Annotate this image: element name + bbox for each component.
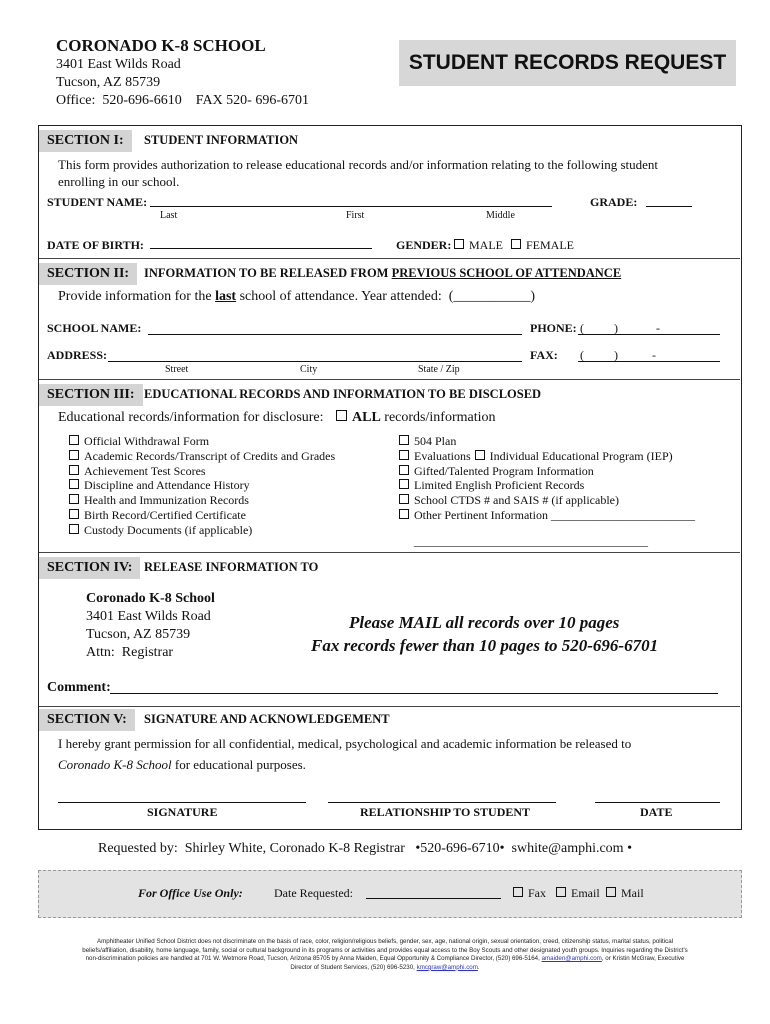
office-mail-checkbox[interactable] <box>606 887 616 897</box>
all-records-rest: records/information <box>380 410 496 425</box>
sub-label-last: Last <box>160 210 178 221</box>
left-record-option-3[interactable] <box>69 478 250 493</box>
left-record-checkbox-0[interactable] <box>69 435 79 445</box>
right-record-label-5: School CTDS # and SAIS # (if applicable) <box>414 493 619 508</box>
footer-line3-a: non-discrimination policies are handled at 701 W. Wetmore Road, Tucson, Arizona 85705 by Anna Maiden, Equal Opportunity & Compliance Director, (520) 696-5164, <box>85 955 542 963</box>
right-record-checkbox-1[interactable] <box>399 450 409 460</box>
recipient-attn: Attn: Registrar <box>86 645 174 660</box>
right-record-label-3: Gifted/Talented Program Information <box>414 463 594 478</box>
sub-label-first: First <box>346 210 365 221</box>
section3-header <box>39 384 740 406</box>
office-mail-label: Mail <box>621 886 644 900</box>
all-records-checkbox[interactable] <box>336 410 347 421</box>
requested-by: Requested by: Shirley White, Coronado K-8 Registrar •520-696-6710• swhite@amphi.com • <box>98 841 632 856</box>
section3-label: SECTION III: <box>39 384 143 406</box>
right-record-checkbox-5[interactable] <box>399 494 409 504</box>
fax-field[interactable] <box>578 361 720 362</box>
relationship-label: RELATIONSHIP TO STUDENT <box>360 805 531 819</box>
gender-male-option[interactable] <box>454 238 503 253</box>
divider <box>39 379 740 380</box>
left-record-option-6[interactable] <box>69 523 252 538</box>
section3-title: EDUCATIONAL RECORDS AND INFORMATION TO BE DISCLOSED <box>144 387 542 401</box>
section1-header <box>39 130 740 152</box>
right-record-checkbox-6[interactable] <box>399 509 409 519</box>
address-field[interactable] <box>108 361 522 362</box>
office-email-option[interactable] <box>556 886 600 901</box>
left-record-label-0: Official Withdrawal Form <box>84 434 210 448</box>
dob-field[interactable] <box>150 248 372 249</box>
right-record-option-1[interactable] <box>399 449 673 464</box>
section4-title: RELEASE INFORMATION TO <box>144 560 319 574</box>
signature-label: SIGNATURE <box>147 805 218 819</box>
divider <box>39 552 740 553</box>
section2-header <box>39 263 740 285</box>
left-record-label-3: Discipline and Attendance History <box>84 478 250 493</box>
sub-label-state-zip: State / Zip <box>418 364 460 375</box>
section1-intro-line2: enrolling in our school. <box>58 174 180 189</box>
male-checkbox[interactable] <box>454 239 464 249</box>
left-record-option-5[interactable] <box>69 508 246 523</box>
school-address-line2: Tucson, AZ 85739 <box>56 75 161 90</box>
section2-provide-text <box>58 289 535 305</box>
date-label: DATE <box>640 805 673 819</box>
section1-intro-line1: This form provides authorization to release educational records and/or information relating to the following student <box>58 157 658 172</box>
left-record-option-4[interactable] <box>69 493 249 508</box>
comment-field[interactable] <box>110 693 718 694</box>
consent-rest: for educational purposes. <box>171 757 306 772</box>
prev-school-name-field[interactable] <box>148 334 522 335</box>
fax-dash: - <box>652 348 656 362</box>
female-checkbox[interactable] <box>511 239 521 249</box>
right-record-checkbox-4[interactable] <box>399 479 409 489</box>
sub-label-street: Street <box>165 364 189 375</box>
section2-title <box>144 266 621 281</box>
section2-label: SECTION II: <box>39 263 137 285</box>
right-record-label-6: Other Pertinent Information ________________________ <box>414 508 695 522</box>
sub-label-city: City <box>300 364 318 375</box>
left-record-checkbox-3[interactable] <box>69 479 79 489</box>
footer-line2: beliefs/affiliation, disability, home language, family, social or cultural background in its programs or activities and provides equal access to the Boy Scouts and other designated youth groups. Inquiries regarding the District's <box>82 946 688 954</box>
left-record-label-5: Birth Record/Certified Certificate <box>84 508 246 522</box>
male-label: MALE <box>469 238 503 252</box>
form-title-box <box>399 40 736 86</box>
left-record-checkbox-6[interactable] <box>69 524 79 534</box>
right-record-option-3[interactable] <box>399 464 594 479</box>
school-address-line1: 3401 East Wilds Road <box>56 57 181 72</box>
provide-text-b: last <box>215 289 237 304</box>
mail-note: Please MAIL all records over 10 pages <box>349 613 620 632</box>
fax-area-close: ) <box>614 348 618 362</box>
left-record-checkbox-1[interactable] <box>69 450 79 460</box>
right-record-label-2: Individual Educational Program (IEP) <box>489 448 673 463</box>
disclosure-label: Educational records/information for disclosure: <box>58 410 324 425</box>
school-contact: Office: 520-696-6610 FAX 520- 696-6701 <box>56 93 310 108</box>
footer-line3-b: , or Kristin McGraw, Executive <box>601 955 685 963</box>
school-name: CORONADO K-8 SCHOOL <box>56 36 266 55</box>
fax-note: Fax records fewer than 10 pages to 520-696-6701 <box>311 636 659 655</box>
right-record-option-0[interactable] <box>399 434 456 449</box>
all-records-option[interactable] <box>336 410 495 426</box>
section2-title-b: PREVIOUS SCHOOL OF ATTENDANCE <box>391 266 622 280</box>
sub-label-middle: Middle <box>486 210 515 221</box>
right-record-option-4[interactable] <box>399 478 584 493</box>
left-record-option-2[interactable] <box>69 464 206 479</box>
section1-label: SECTION I: <box>39 130 132 152</box>
fax-label: FAX: <box>530 348 558 362</box>
consent-line2 <box>58 757 306 773</box>
provide-text-c: school of attendance. Year attended: (___________) <box>236 289 536 304</box>
section5-header <box>39 709 740 731</box>
grade-label: GRADE: <box>590 195 638 209</box>
nondiscrimination-footer <box>50 938 720 972</box>
right-record-checkbox-0[interactable] <box>399 435 409 445</box>
footer-line4 <box>50 964 720 973</box>
left-record-checkbox-2[interactable] <box>69 465 79 475</box>
office-email-checkbox[interactable] <box>556 887 566 897</box>
footer-line3 <box>50 955 720 964</box>
left-record-checkbox-5[interactable] <box>69 509 79 519</box>
left-record-option-1[interactable] <box>69 449 335 464</box>
phone-dash: - <box>656 321 660 335</box>
divider <box>39 706 740 707</box>
consent-line1: I hereby grant permission for all confidential, medical, psychological and academic information be released to <box>58 736 632 751</box>
gender-female-option[interactable] <box>511 238 574 253</box>
provide-text-a: Provide information for the <box>58 289 216 304</box>
female-label: FEMALE <box>526 238 574 252</box>
right-record-option-6[interactable] <box>399 508 695 523</box>
relationship-field[interactable] <box>328 802 556 803</box>
gender-label: GENDER: <box>396 238 452 252</box>
recipient-name: Coronado K-8 School <box>86 591 215 606</box>
footer-email-link-2[interactable]: kmcgraw@amphi.com <box>416 963 478 971</box>
right-record-option-5[interactable] <box>399 493 619 508</box>
office-fax-option[interactable] <box>513 886 546 901</box>
left-record-label-2: Achievement Test Scores <box>84 463 206 478</box>
section5-title: SIGNATURE AND ACKNOWLEDGEMENT <box>144 712 390 726</box>
left-record-option-0[interactable] <box>69 434 209 449</box>
office-fax-checkbox[interactable] <box>513 887 523 897</box>
phone-area-open: ( <box>580 321 584 335</box>
form-title: STUDENT RECORDS REQUEST <box>408 51 727 74</box>
left-record-label-6: Custody Documents (if applicable) <box>84 522 253 537</box>
section4-header <box>39 557 740 579</box>
footer-line1: Amphitheater Unified School District does not discriminate on the basis of race, color, religion/religious beliefs, gender, sex, age, national origin, sexual orientation, creed, citizenship status, marital status, political <box>96 938 674 945</box>
office-fax-label: Fax <box>528 886 546 900</box>
recipient-city: Tucson, AZ 85739 <box>86 627 191 642</box>
recipient-street: 3401 East Wilds Road <box>86 609 211 624</box>
address-label: ADDRESS: <box>47 348 108 362</box>
left-record-checkbox-4[interactable] <box>69 494 79 504</box>
right-record-checkbox-3[interactable] <box>399 465 409 475</box>
left-record-label-4: Health and Immunization Records <box>84 493 249 508</box>
right-record-checkbox-2[interactable] <box>475 450 485 460</box>
section4-label: SECTION IV: <box>39 557 140 579</box>
grade-field[interactable] <box>646 206 692 207</box>
phone-label: PHONE: <box>530 321 577 335</box>
signature-field[interactable] <box>58 802 306 803</box>
section5-label: SECTION V: <box>39 709 135 731</box>
student-name-label: STUDENT NAME: <box>47 195 148 209</box>
fax-area-open: ( <box>580 348 584 362</box>
divider <box>39 258 740 259</box>
phone-area-close: ) <box>614 321 618 335</box>
right-record-option-2[interactable] <box>475 449 673 463</box>
footer-line4-a: Director of Student Services, (520) 696-5230, <box>290 963 417 971</box>
footer-line4-b: . <box>477 963 480 971</box>
right-record-label-4: Limited English Proficient Records <box>414 478 585 493</box>
student-name-field[interactable] <box>150 206 552 207</box>
office-use-label: For Office Use Only: <box>138 886 243 900</box>
footer-email-link-1[interactable]: amaiden@amphi.com <box>541 955 602 963</box>
dob-label: DATE OF BIRTH: <box>47 238 144 252</box>
section1-title: STUDENT INFORMATION <box>144 133 299 147</box>
office-email-label: Email <box>571 886 600 900</box>
left-record-label-1: Academic Records/Transcript of Credits and Grades <box>84 448 336 463</box>
phone-field[interactable] <box>578 334 720 335</box>
school-name-label: SCHOOL NAME: <box>47 321 142 335</box>
consent-school-italic: Coronado K-8 School <box>58 757 172 772</box>
all-records-bold: ALL <box>352 410 381 425</box>
right-record-label-0: 504 Plan <box>414 434 457 448</box>
date-requested-field[interactable] <box>366 898 501 899</box>
section2-title-a: INFORMATION TO BE RELEASED FROM <box>144 266 392 280</box>
comment-label: Comment: <box>47 680 111 695</box>
date-field[interactable] <box>595 802 720 803</box>
date-requested-label: Date Requested: <box>274 886 353 900</box>
office-mail-option[interactable] <box>606 886 644 901</box>
right-record-label-1: Evaluations <box>414 448 471 463</box>
other-info-extra-line[interactable]: _______________________________________ <box>414 534 648 548</box>
